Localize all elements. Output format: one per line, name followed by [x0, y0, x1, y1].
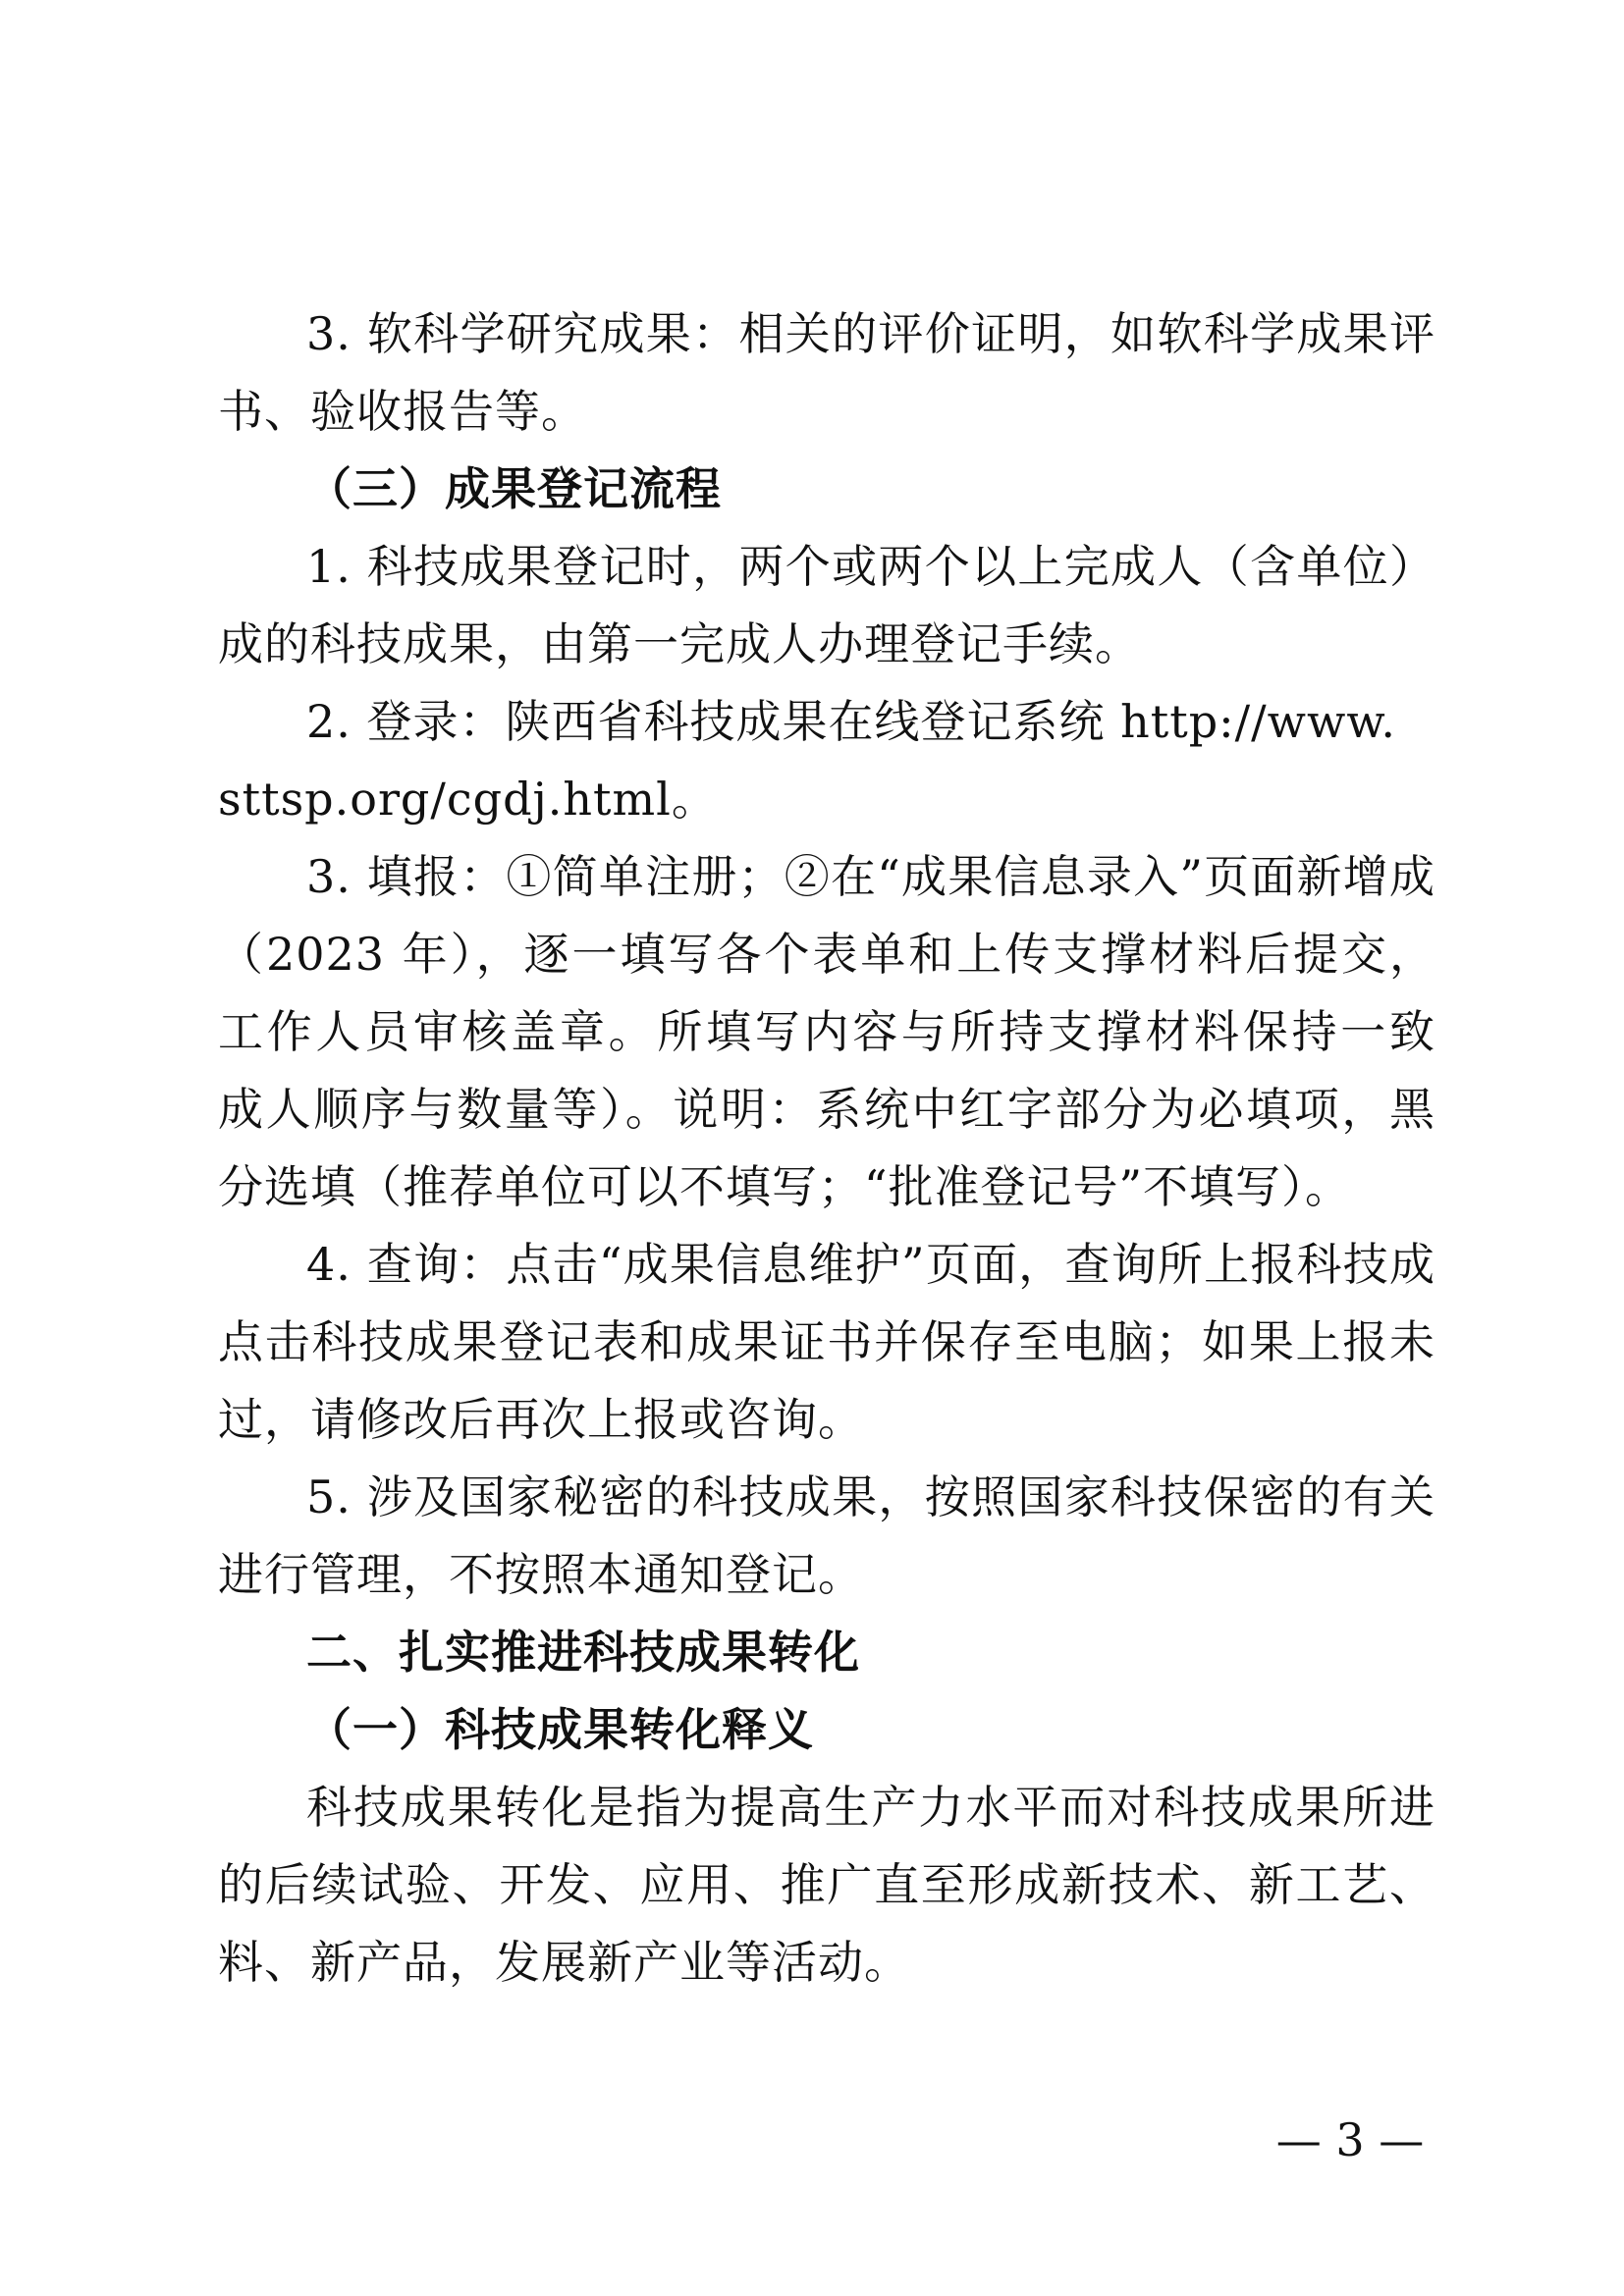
paragraph-line: 进行管理，不按照本通知登记。	[218, 1548, 864, 1601]
paragraph-line: 3. 填报：①简单注册；②在“成果信息录入”页面新增成	[306, 850, 1435, 903]
paragraph-line: 料、新产品，发展新产业等活动。	[218, 1936, 910, 1989]
paragraph-line: 点击科技成果登记表和成果证书并保存至电脑；如果上报未	[218, 1315, 1435, 1368]
paragraph-line: 工作人员审核盖章。所填写内容与所持支撑材料保持一致	[218, 1005, 1435, 1058]
paragraph-line: sttsp.org/cgdj.html。	[218, 773, 718, 826]
paragraph-line: 的后续试验、开发、应用、推广直至形成新技术、新工艺、	[218, 1858, 1435, 1911]
paragraph-line: 5. 涉及国家秘密的科技成果，按照国家科技保密的有关	[306, 1470, 1435, 1523]
paragraph-line: 成人顺序与数量等）。说明：系统中红字部分为必填项，黑	[218, 1083, 1435, 1136]
paragraph-line: 过，请修改后再次上报或咨询。	[218, 1393, 864, 1446]
subsection-heading: （一）科技成果转化释义	[306, 1703, 814, 1756]
paragraph-line: 成的科技成果，由第一完成人办理登记手续。	[218, 617, 1141, 670]
paragraph-line: （2023 年），逐一填写各个表单和上传支撑材料后提交，	[218, 928, 1435, 981]
page-number: — 3 —	[1275, 2113, 1425, 2166]
paragraph-line: 3. 软科学研究成果：相关的评价证明，如软科学成果评	[306, 307, 1435, 360]
section-heading: （三）成果登记流程	[306, 462, 722, 515]
section-heading: 二、扎实推进科技成果转化	[306, 1626, 860, 1679]
paragraph-line: 书、验收报告等。	[218, 385, 587, 438]
paragraph-line: 科技成果转化是指为提高生产力水平而对科技成果所进	[306, 1781, 1435, 1834]
paragraph-line: 2. 登录：陕西省科技成果在线登记系统 http://www.	[306, 695, 1396, 748]
paragraph-line: 1. 科技成果登记时，两个或两个以上完成人（含单位）	[306, 540, 1435, 593]
paragraph-line: 分选填（推荐单位可以不填写；“批准登记号”不填写）。	[218, 1160, 1352, 1213]
paragraph-line: 4. 查询：点击“成果信息维护”页面，查询所上报科技成	[306, 1238, 1435, 1291]
